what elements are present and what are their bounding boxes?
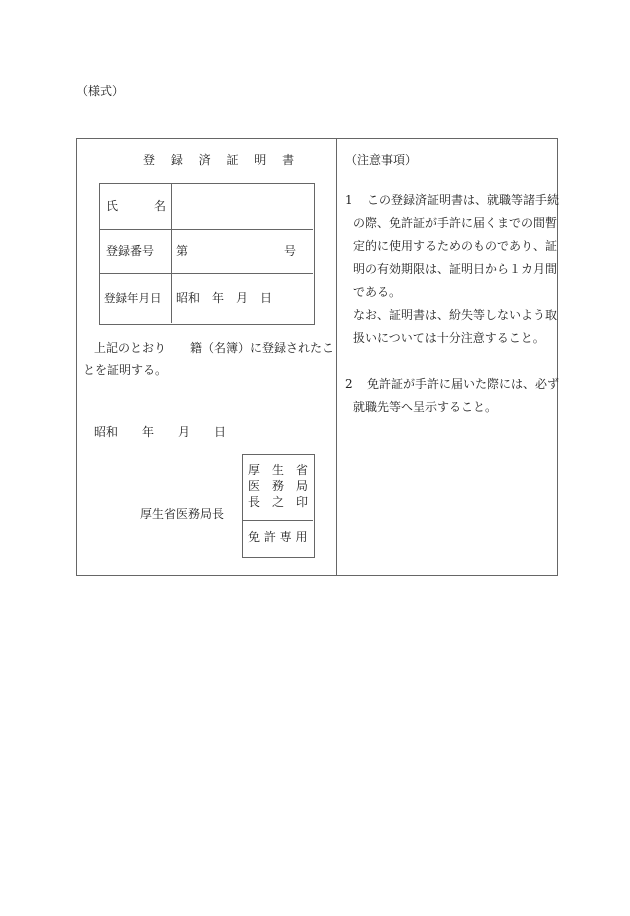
note-2-number: 2 bbox=[345, 377, 353, 391]
seal-line: 長 之 印 bbox=[248, 495, 309, 509]
certificate-date: 昭和 年 月 日 bbox=[94, 425, 227, 439]
note-line: なお、証明書は、紛失等しないよう取 bbox=[353, 308, 558, 322]
registration-number-value: 第 号 bbox=[176, 244, 297, 258]
seal-divider bbox=[242, 520, 313, 521]
notes-heading: （注意事項） bbox=[345, 153, 418, 167]
certificate-title: 登 録 済 証 明 書 bbox=[143, 153, 301, 167]
note-line: 就職先等へ呈示すること。 bbox=[353, 400, 498, 414]
issuer: 厚生省医務局長 bbox=[140, 507, 225, 521]
note-line: 明の有効期限は、証明日から１カ月間 bbox=[353, 262, 558, 276]
note-line: である。 bbox=[353, 285, 402, 299]
row-divider bbox=[99, 229, 313, 230]
registration-date-label: 登録年月日 bbox=[104, 291, 162, 305]
row-divider bbox=[99, 273, 313, 274]
note-line: 扱いについては十分注意すること。 bbox=[353, 331, 545, 345]
col-divider bbox=[171, 183, 172, 323]
statement-line: とを証明する。 bbox=[83, 363, 168, 377]
note-line: 免許証が手許に届いた際には、必ず bbox=[367, 377, 560, 391]
seal-line: 厚 生 省 bbox=[248, 463, 309, 477]
style-label: （様式） bbox=[76, 84, 125, 98]
statement-line: 上記のとおり 籍（名簿）に登録されたこ bbox=[94, 341, 335, 355]
note-1-number: 1 bbox=[345, 193, 353, 207]
note-line: この登録済証明書は、就職等諸手続 bbox=[367, 193, 560, 207]
seal-footer: 免 許 専 用 bbox=[248, 530, 308, 544]
column-divider bbox=[336, 138, 337, 575]
registration-date-value: 昭和 年 月 日 bbox=[176, 291, 273, 305]
note-line: 定的に使用するためのものであり、証 bbox=[353, 239, 558, 253]
name-label: 氏 名 bbox=[106, 199, 167, 213]
seal-line: 医 務 局 bbox=[248, 479, 309, 493]
note-line: の際、免許証が手許に届くまでの間暫 bbox=[353, 216, 558, 230]
registration-number-label: 登録番号 bbox=[106, 244, 155, 258]
